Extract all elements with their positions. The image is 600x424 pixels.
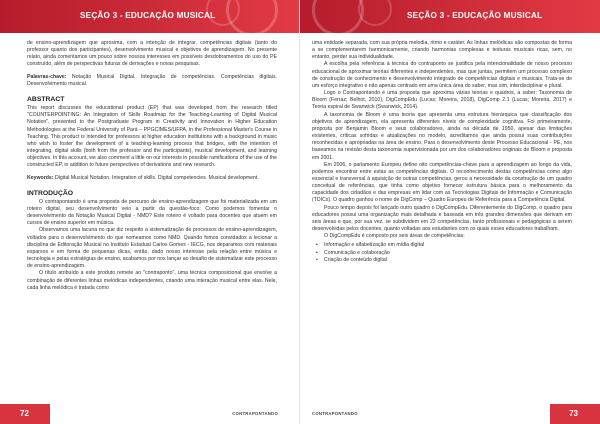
footer-brand: CONTRAPONTANDO	[232, 411, 278, 416]
keywords-en-label: Keywords:	[27, 174, 54, 181]
section-title: SEÇÃO 3 - EDUCAÇÃO MUSICAL	[80, 11, 216, 20]
decorative-ring	[312, 0, 364, 36]
paragraph: Observamos uma lacuna no que diz respeito a sistematização de processos de ensino-aprendizagem, voltados para o desenvolvimento do que nomeamos como NMD. Quando fomos convidados a lecionar a disciplina de Editoração Musical no Instituto Estadual Carlos Gomes - IECG, nos deparamos com materiais esparsos e em forma de pequenas dicas, então, dado nosso interesse pela relação entre música e tecnologia e pelas estratégias de ensino, acabamos por nos lançar ao desafio de sistematizar este processo de ensino-aprendizagem.	[27, 227, 277, 270]
paragraph: Em 2006, o parlamento Europeu define oito competências-chave para a aprendizagem ao longo da vida, podemos encontrar entre estas as competências digitais. O reconhecimento destas competências como algo essencial e transversal à aquisição de outras competências, gerou a necessidade da construção de um quadro conceitual de referências, que tinha como objetivo fornecer estrutura básica para o melhoramento da capacidade dos cidadãos e das empresas em lidar com as Tecnologias Digitais de Informação e Comunicação (TDICs). O quadro ganhou o nome de DigComp – Quadro Europeu de Referência para a Competência Digital.	[312, 161, 572, 204]
page-number: 72	[20, 409, 29, 418]
left-header	[0, 0, 300, 33]
paragraph: Pouco tempo depois foi lançado outro quadro o DigCompEdu. Diferentemente do DigComp, o quadro para educadores possui uma organização mais detalhada e baseada em três grandes dimensões que derivam em seis áreas e que, por sua vez, se subdividem em 22 competências, tanto profissionais e pedagógicas a serem desenvolvidas pelos docentes, quanto voltadas aos estudantes com os quais esses educadores trabalham.	[312, 204, 572, 233]
right-content	[312, 40, 572, 264]
paragraph: de ensino-aprendizagem que aprosima, com a intenção de integrar, competências digitais (tanto do professor quanto dos participantes), desenvolvimento musical e objetivos de aprendizagem. No presente relato, ainda comentamos um pouco sobre nossos interesses em possíveis desdobramentos do uso do PE construído, além de perspectivas futuras de derivações e novas pesquisas.	[27, 40, 277, 68]
right-footer	[300, 404, 600, 424]
paragraph: O contrapontando é uma proposta de percurso de ensino-aprendizagem que foi materializada em um roteiro digital, seu desenvolvimento veio a partir da questão-foco: Como podemos fomentar o desenvolvimento da Notação Musical Digital - NMD? Este roteiro é voltado para docentes que atuem em cursos de ensino superior em música.	[27, 198, 277, 227]
competency-list	[312, 242, 572, 263]
list-item: • Comunicação e colaboração	[312, 250, 572, 257]
footer-brand: CONTRAPONTANDO	[312, 411, 358, 416]
abstract-text: This report discusses the educational product (EP) that was developed from the research titled "COUNTERPOINTING: An Integration of Skills Roadmap for the Teaching-Learning of Digital Musical Notation", presented to the Postgraduate Program in Creativity and Innovation in Higher Education Methodologies at the Federal University of Pará – PPGCIMES/UFPA, in the Professional Master's Course in Teaching. This product is intended for professors at higher education institutions with a background in music who wish to foster the development of a teaching-learning process that bridges, with the intention of integrating, digital skills (both from the professor and the participants), musical development, and learning objectives. In this account, we also comment a little on our interests in possible ramifications of the use of the constructed EP, in addition to future perspectives of derivations and new research.	[27, 105, 277, 169]
paragraph: A taxonomia de Bloom é uma teoria que apresenta uma estrutura hierárquica que classificação dos objetivos de aprendizagem, ela apresenta diferentes níveis de complexidade cognitiva. Foi primeiramente, proposta por Benjamin Bloom e seus colaboradores, ainda na década de 1950, apesar das limitações existentes, críticas sofridas e atualizações no modelo, acreditamos que ainda possui suas contribuições reconhecidas e apropriadas na área de ensino. Para o desenvolvimento deste Processo Educacional - PE, nos baseamos na revisão desta taxonomia supervisionada por um dos colaboradores originais de Bloom e proposta em 2001.	[312, 111, 572, 161]
paragraph: A escolha pela referência à técnica do contraponto se justifica pela intencionalidade de nosso processo educacional de aproximar teorias diferentes e independentes, mas que juntas, permitem um processo complexo de construção de conhecimento e desenvolvimento integrado de competências digitais e musicais. Trata-se de um esforço integrativo e não apenas centrado em uma única área do saber, mas sim, interdisciplinar e plural.	[312, 61, 572, 89]
list-item: • Informação e alfabetização em mídia digital	[312, 242, 572, 249]
paragraph: O título atribuído a este produto remete ao "contraponto", uma técnica composicional que envolve a combinação de diferentes linhas melódicas independentes, criando uma interação musical entre elas. Nele, cada linha melódica é tratada como	[27, 270, 277, 291]
keywords-text: Notação Musical Digital. Integração de competências. Competências digitais. Desenvolvimento musical.	[27, 73, 277, 87]
paragraph: O DigCompEdu é composto por seis áreas de competências:	[324, 233, 465, 240]
page-number: 73	[569, 409, 578, 418]
section-title: SEÇÃO 3 - EDUCAÇÃO MUSICAL	[407, 11, 543, 20]
keywords-en-text: Digital Musical Notation. Integration of skills. Digital competencies. Musical development.	[53, 174, 259, 181]
keywords-en	[27, 175, 277, 182]
keywords-pt	[27, 74, 277, 88]
decorative-ring	[358, 0, 392, 26]
right-header	[300, 0, 600, 33]
left-content	[27, 40, 277, 292]
left-footer	[0, 404, 300, 424]
list-item: • Criação de conteúdo digital	[312, 257, 572, 264]
paragraph: Logo o Contrapontando é uma proposta que aproxima várias teorias e quadros, a saber: Taxonomia de Bloom (Ferraz; Belhot, 2010), DigCompEdu (Lucas; Moreira, 2018), DigComp 2.1 (Lucas; Moreira, 2017) e Teoria espiral de Swanwick (Swanwick, 2014).	[312, 90, 572, 111]
paragraph: uma entidade separada, com sua própria melodia, ritmo e caráter. As linhas melódicas são compostas de forma a se complementarem harmonicamente, criando harmonias complexas e texturas musicais ricas, sem, no entanto, perder sua individualidade.	[312, 40, 572, 61]
abstract-heading: ABSTRACT	[27, 95, 65, 103]
keywords-label: Palavras-chave:	[27, 73, 67, 80]
intro-heading: INTRODUÇÃO	[27, 189, 74, 197]
right-page	[300, 0, 600, 424]
